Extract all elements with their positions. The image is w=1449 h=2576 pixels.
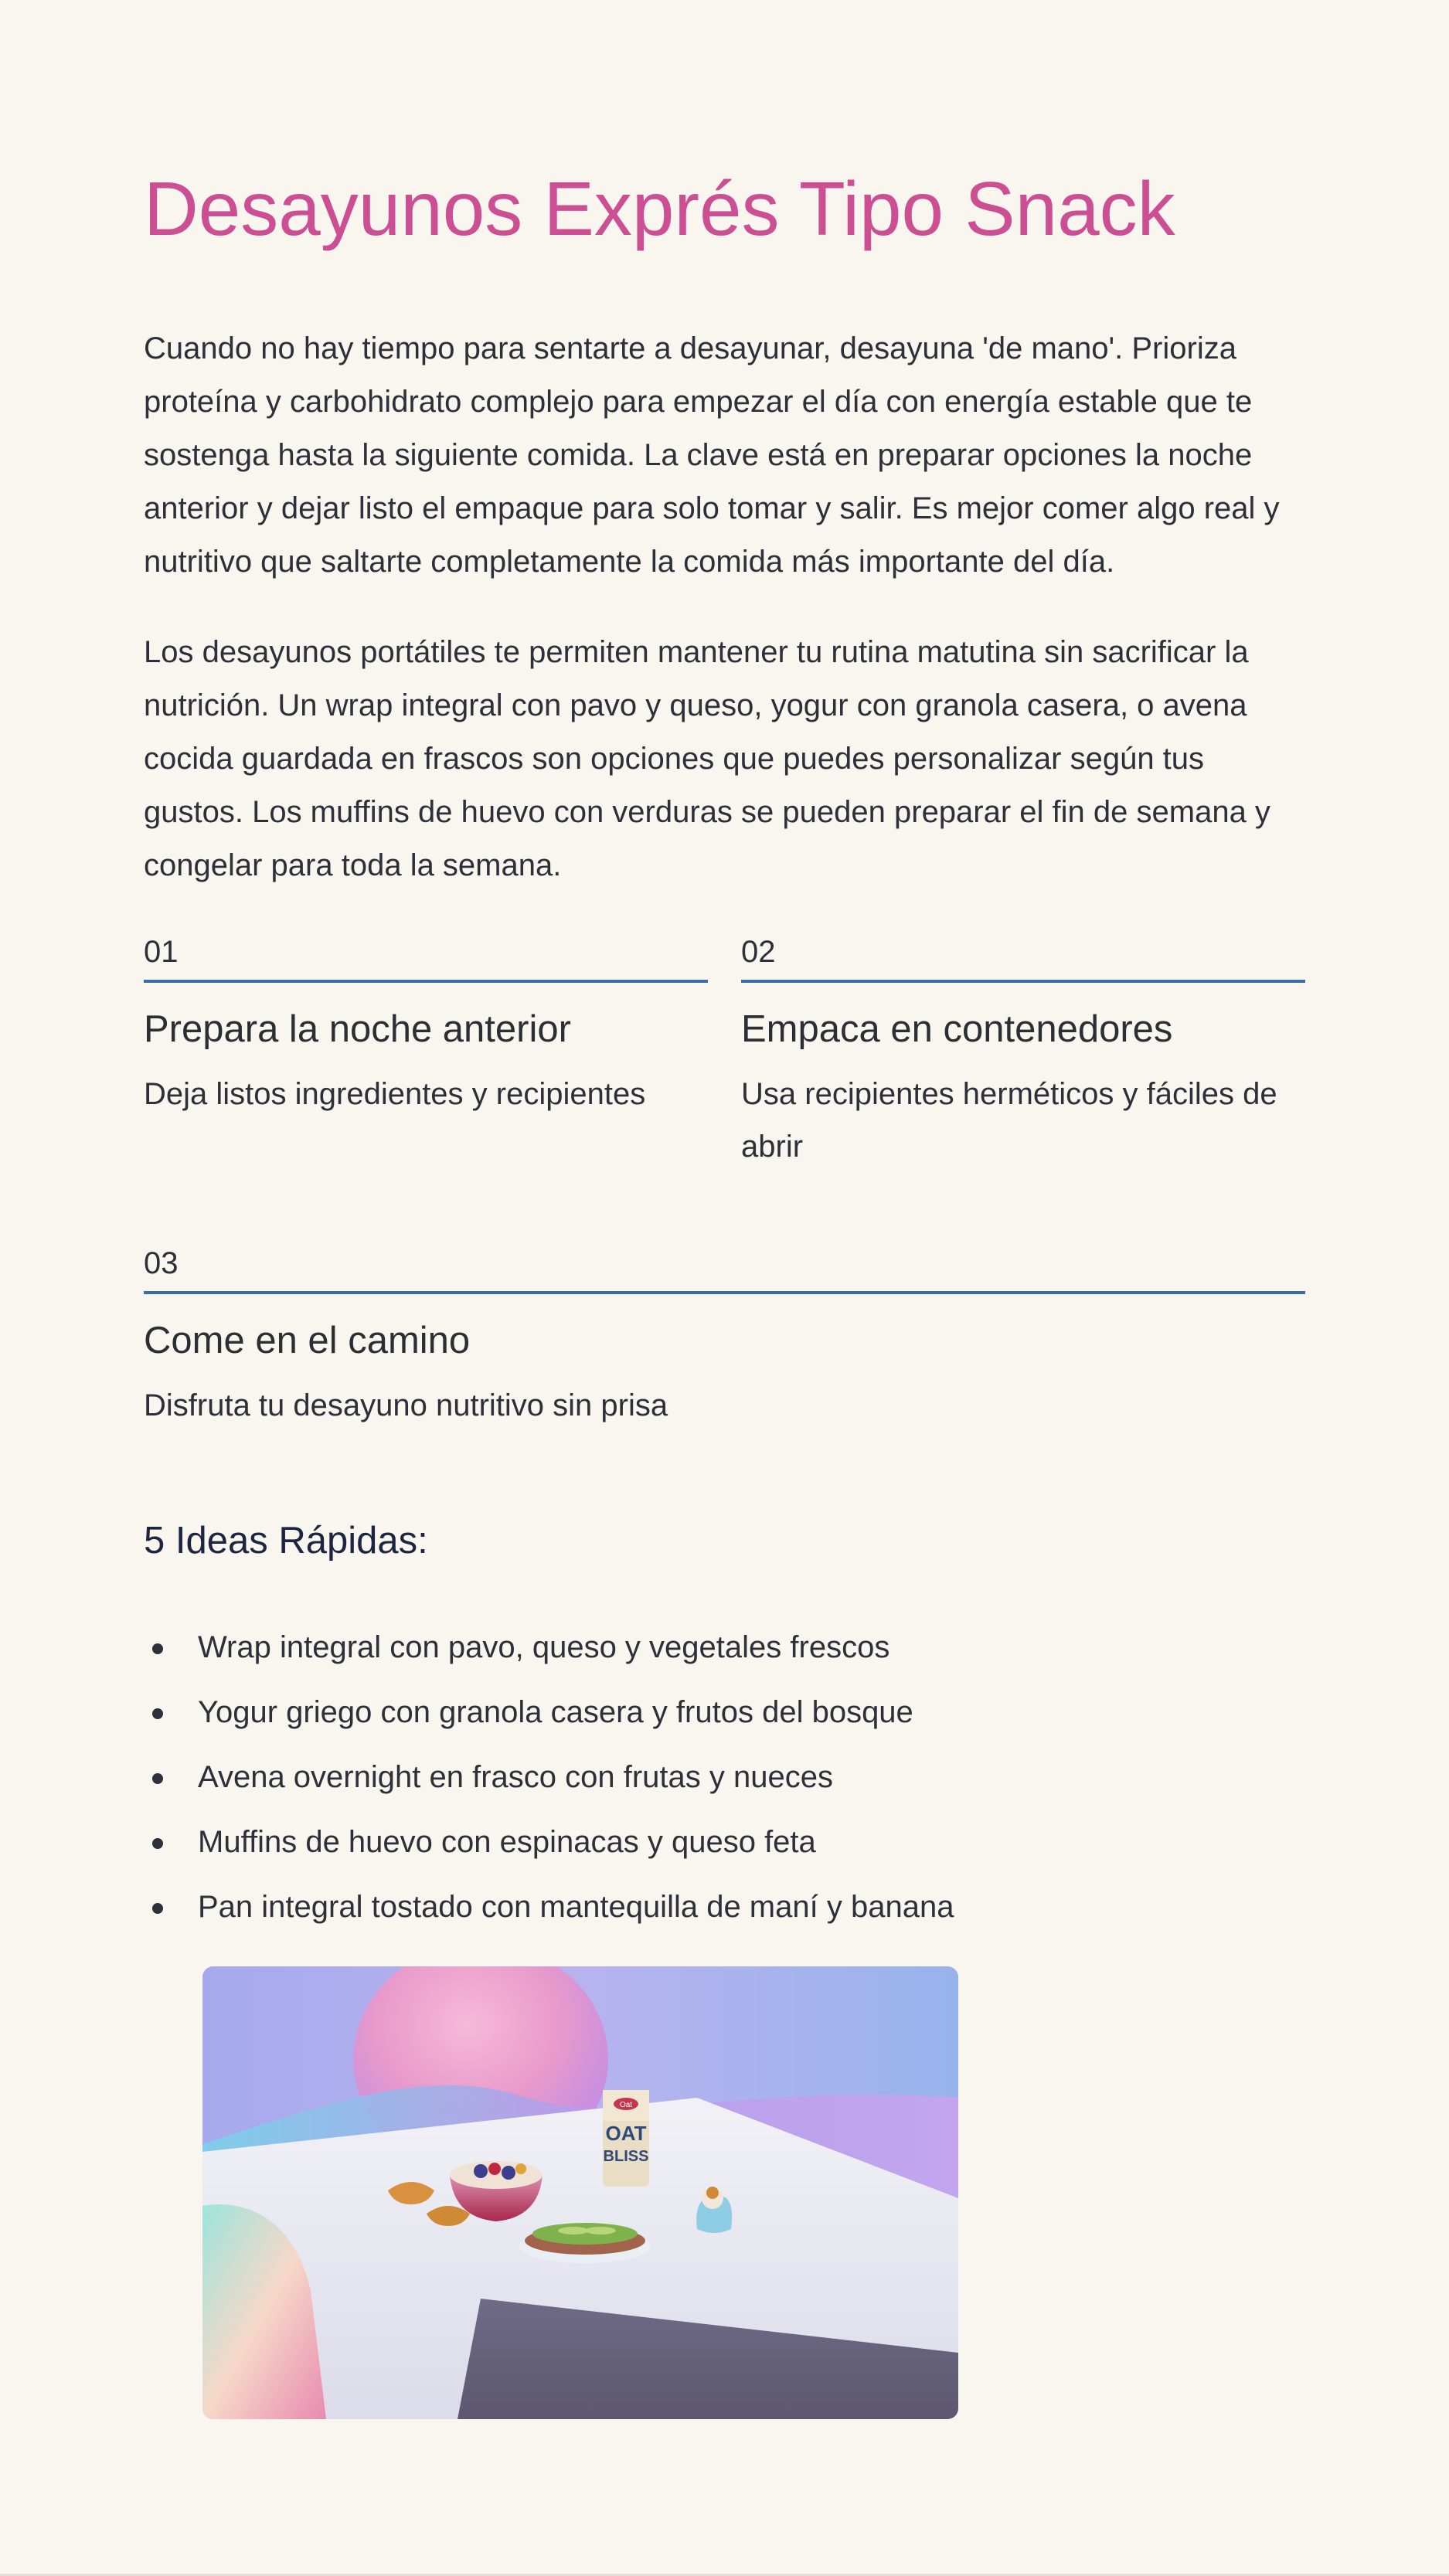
idea-text: Muffins de huevo con espinacas y queso feta <box>198 1825 816 1859</box>
step-title: Empaca en contenedores <box>741 1008 1173 1050</box>
step-card-1 <box>144 933 708 1120</box>
list-item <box>144 1615 1305 1680</box>
intro-paragraph-1: Cuando no hay tiempo para sentarte a desayunar, desayuna 'de mano'. Prioriza proteína y carbohidrato complejo para empezar el día con energía estable que te sostenga hasta la siguiente comida. La clave está en preparar opciones la noche anterior y dejar listo el empaque para solo tomar y salir. Es mejor comer algo real y nutritivo que saltarte completamente la comida más importante del día. <box>144 331 1280 579</box>
bullet-icon <box>152 1643 163 1654</box>
list-item <box>144 1745 1305 1810</box>
step-description: Deja listos ingredientes y recipientes <box>144 1077 646 1111</box>
step-number: 02 <box>741 935 776 969</box>
idea-text: Wrap integral con pavo, queso y vegetales frescos <box>198 1630 890 1664</box>
bullet-icon <box>152 1708 163 1719</box>
ideas-heading: 5 Ideas Rápidas: <box>144 1520 428 1562</box>
bullet-icon <box>152 1773 163 1784</box>
list-item <box>144 1810 1305 1874</box>
list-item <box>144 1874 1305 1939</box>
step-description: Usa recipientes herméticos y fáciles de abrir <box>741 1077 1277 1164</box>
oat-box-label-2: BLISS <box>603 2148 649 2165</box>
step-card-2 <box>741 933 1305 1173</box>
step-divider <box>144 980 708 983</box>
breakfast-illustration <box>202 1966 958 2419</box>
step-title: Prepara la noche anterior <box>144 1008 571 1050</box>
idea-text: Avena overnight en frasco con frutas y nueces <box>198 1760 833 1794</box>
step-description: Disfruta tu desayuno nutritivo sin prisa <box>144 1388 668 1422</box>
idea-text: Pan integral tostado con mantequilla de maní y banana <box>198 1890 954 1924</box>
page-title: Desayunos Exprés Tipo Snack <box>144 166 1175 251</box>
step-number: 01 <box>144 935 179 969</box>
bullet-icon <box>152 1903 163 1914</box>
intro-paragraph-2: Los desayunos portátiles te permiten mantener tu rutina matutina sin sacrificar la nutrición. Un wrap integral con pavo y queso, yogur con granola casera, o avena cocida guardada en frascos son opciones que puedes personalizar según tus gustos. Los muffins de huevo con verduras se pueden preparar el fin de semana y congelar para toda la semana. <box>144 635 1270 882</box>
oat-box-label-1: OAT <box>605 2122 647 2145</box>
idea-text: Yogur griego con granola casera y frutos del bosque <box>198 1695 913 1729</box>
breakfast-scene-image <box>202 1966 958 2419</box>
step-divider <box>741 980 1305 983</box>
oat-brand-label: Oat <box>619 2101 633 2109</box>
step-number: 03 <box>144 1246 179 1280</box>
ideas-list <box>144 1615 1305 1939</box>
step-divider <box>144 1291 1305 1294</box>
step-title: Come en el camino <box>144 1320 471 1361</box>
bullet-icon <box>152 1838 163 1849</box>
step-card-3 <box>144 1245 1305 1432</box>
list-item <box>144 1680 1305 1745</box>
